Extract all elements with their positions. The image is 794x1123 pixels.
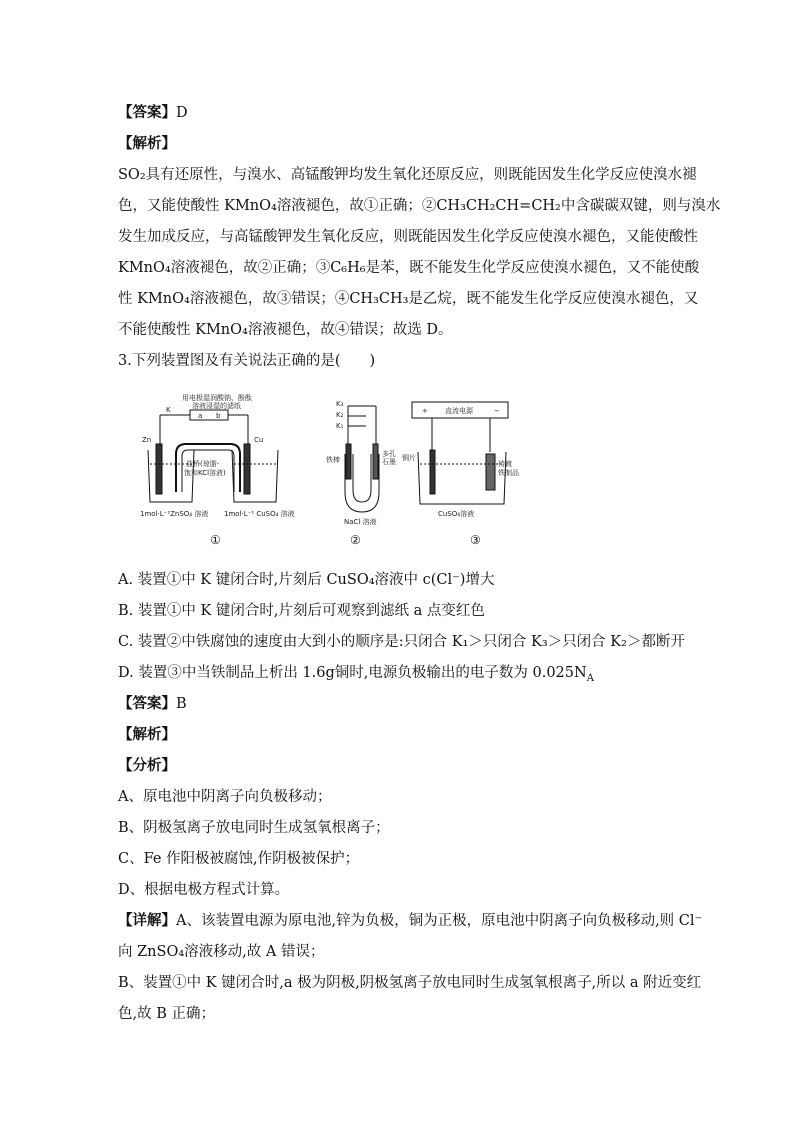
option-d	[118, 663, 594, 689]
d1-bridge2: 饱和KCl溶液)	[184, 469, 226, 477]
option-d-subscript: A	[586, 672, 594, 684]
d1-right-sol: 1mol·L⁻¹ CuSO₄ 溶液	[224, 510, 295, 518]
q2-analysis-line-2: 色，又能使酸性 KMnO₄溶液褪色，故①正确；②CH₃CH₂CH=CH₂中含碳碳双键，则与溴水	[118, 198, 721, 214]
d1-label-top1: 用电极湿润酸钠、酚酞	[182, 394, 252, 402]
d1-cu: Cu	[254, 436, 264, 444]
answer-value: D	[176, 105, 188, 121]
fenxi-line-2: B、阴极氢离子放电同时生成氢氧根离子；	[118, 820, 390, 836]
d1-left-sol: 1mol·L⁻¹ZnSO₄ 溶液	[140, 510, 209, 518]
option-d-text: D. 装置③中当铁制品上析出 1.6g铜时,电源负极输出的电子数为 0.025N	[118, 665, 587, 681]
q2-answer-line	[118, 103, 188, 123]
xiangjie-text-1: A、该装置电源为原电池,锌为负极，铜为正极，原电池中阴离子向负极移动,则 Cl⁻	[176, 913, 703, 929]
fenxi-line-3: C、Fe 作阳极被腐蚀,作阴极被保护；	[118, 851, 360, 867]
q3-answer-line	[118, 694, 187, 714]
d1-bridge1: 盐桥(琼脂-	[186, 460, 220, 468]
option-b: B. 装置①中 K 键闭合时,片刻后可观察到滤纸 a 点变红色	[118, 603, 485, 619]
d3-item2: 铁制品	[498, 469, 519, 477]
d3-plus: +	[422, 407, 428, 415]
d3-minus: −	[494, 407, 500, 415]
d1-k: K	[166, 406, 171, 414]
d1-b: b	[216, 412, 221, 420]
diagram-2	[345, 406, 379, 512]
xiangjie-line-2: 向 ZnSO₄溶液移动,故 A 错误；	[118, 944, 325, 960]
answer-label: 【答案】	[118, 695, 176, 712]
analysis-label: 【解析】	[118, 135, 176, 152]
fenxi-line-1: A、原电池中阴离子向负极移动；	[118, 789, 332, 805]
xiangjie-line-1	[118, 911, 702, 931]
d3-power: 直流电源	[445, 407, 473, 415]
fenxi-line-4: D、根据电极方程式计算。	[118, 882, 290, 898]
diagram-number-2: ②	[350, 533, 361, 547]
apparatus-figure	[140, 392, 520, 552]
xiangjie-line-4: 色,故 B 正确；	[118, 1006, 215, 1022]
diagram-3	[412, 402, 508, 504]
diagram-number-1: ①	[210, 533, 221, 547]
q2-analysis-line-4: KMnO₄溶液褪色，故②正确；③C₆H₆是苯，既不能发生化学反应使溴水褪色，又不能使酸	[118, 260, 700, 276]
d1-a: a	[198, 412, 203, 420]
d2-k3: K₃	[336, 400, 344, 408]
d3-copper: 铜片	[402, 454, 416, 462]
answer-value: B	[176, 696, 187, 712]
option-a: A. 装置①中 K 键闭合时,片刻后 CuSO₄溶液中 c(Cl⁻)增大	[118, 572, 495, 588]
diagram-1	[148, 410, 278, 502]
d2-graphite1: 多孔	[382, 450, 396, 458]
d2-k2: K₂	[336, 411, 344, 419]
fenxi-label: 【分析】	[118, 757, 176, 774]
d1-label-top2: 溶液浸湿的滤纸	[192, 402, 241, 410]
answer-label: 【答案】	[118, 104, 176, 121]
q3-stem: 3.下列装置图及有关说法正确的是( )	[118, 353, 376, 369]
diagram-number-3: ③	[470, 533, 481, 547]
analysis-label: 【解析】	[118, 726, 176, 743]
d2-graphite2: 石墨	[382, 458, 396, 466]
d1-zn: Zn	[142, 436, 152, 444]
xiangjie-line-3: B、装置①中 K 键闭合时,a 极为阴极,阴极氢离子放电同时生成氢氧根离子,所以 a 附近变红	[118, 975, 702, 991]
xiangjie-label: 【详解】	[118, 912, 176, 929]
q2-analysis-line-6: 不能使酸性 KMnO₄溶液褪色，故④错误；故选 D。	[118, 322, 453, 338]
q2-analysis-line-3: 发生加成反应，与高锰酸钾发生氧化反应，则既能因发生化学反应使溴水褪色，又能使酸性	[118, 229, 698, 245]
d3-item1: 待镀	[498, 460, 512, 468]
q2-analysis-line-5: 性 KMnO₄溶液褪色，故③错误；④CH₃CH₃是乙烷，既不能发生化学反应使溴水褪色，又	[118, 291, 699, 307]
d2-sol: NaCl 溶液	[344, 518, 377, 526]
d2-k1: K₁	[336, 422, 344, 430]
d2-iron: 铁棒	[326, 456, 340, 464]
q2-analysis-line-1: SO₂具有还原性，与溴水、高锰酸钾均发生氧化还原反应，则既能因发生化学反应使溴水褪	[118, 167, 697, 183]
d3-sol: CuSO₄溶液	[438, 510, 475, 518]
option-c: C. 装置②中铁腐蚀的速度由大到小的顺序是:只闭合 K₁＞只闭合 K₃＞只闭合 K₂＞都断开	[118, 634, 685, 650]
